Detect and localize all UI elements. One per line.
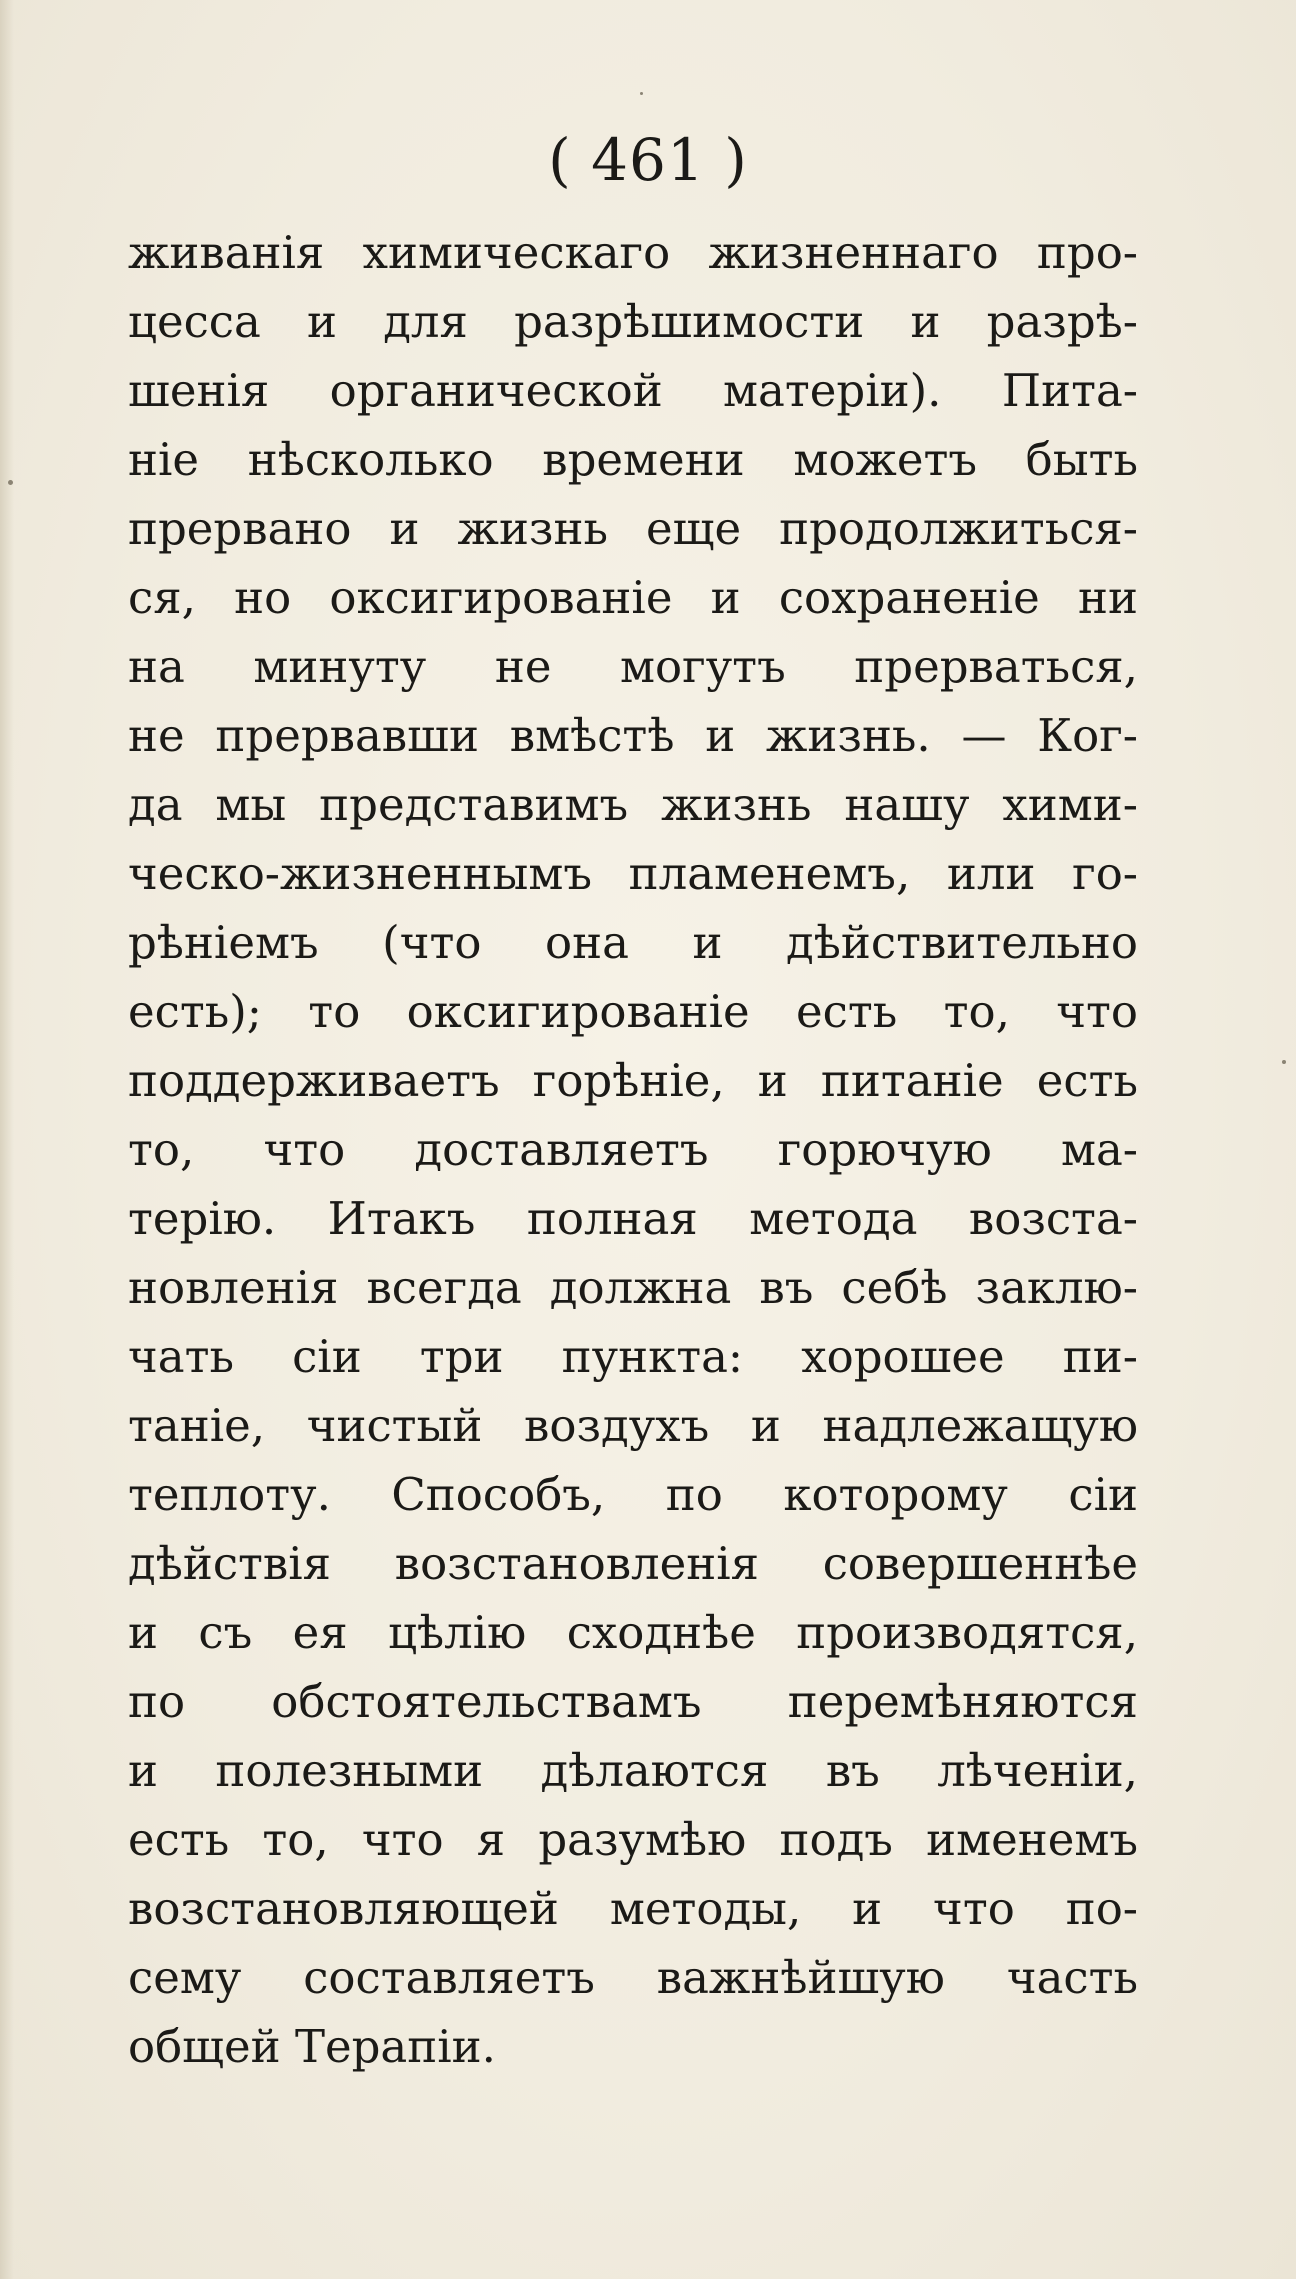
text-line: ніе нѣсколько времени можетъ быть [128, 433, 1138, 486]
text-line: цесса и для разрѣшимости и разрѣ- [128, 295, 1138, 348]
text-line: дѣйствія возстановленія совершеннѣе [128, 1537, 1138, 1590]
text-line: есть); то оксигированіе есть то, что [128, 985, 1138, 1038]
text-line: ся, но оксигированіе и сохраненіе ни [128, 571, 1138, 624]
body-text [128, 218, 1138, 2081]
text-line: новленія всегда должна въ себѣ заклю- [128, 1261, 1138, 1314]
page-edge-shadow [0, 0, 14, 2279]
text-line: на минуту не могутъ прерваться, [128, 640, 1138, 693]
paper-speck [8, 480, 13, 485]
text-line: шенія органической матеріи). Пита- [128, 364, 1138, 417]
text-line: прервано и жизнь еще продолжиться- [128, 502, 1138, 555]
text-line: и полезными дѣлаются въ лѣченіи, [128, 1744, 1138, 1797]
text-line: то, что доставляетъ горючую ма- [128, 1123, 1138, 1176]
text-line: и съ ея цѣлію сходнѣе производятся, [128, 1606, 1138, 1659]
paper-speck [1282, 1060, 1286, 1064]
text-line: чать сіи три пункта: хорошее пи- [128, 1330, 1138, 1383]
text-line: ческо-жизненнымъ пламенемъ, или го- [128, 847, 1138, 900]
text-line: общей Терапіи. [128, 2020, 496, 2073]
text-line: живанія химическаго жизненнаго про- [128, 226, 1138, 279]
text-line: терію. Итакъ полная метода возста- [128, 1192, 1138, 1245]
text-line: да мы представимъ жизнь нашу хими- [128, 778, 1138, 831]
text-line: есть то, что я разумѣю подъ именемъ [128, 1813, 1138, 1866]
text-line: по обстоятельствамъ перемѣняются [128, 1675, 1138, 1728]
text-line: теплоту. Способъ, по которому сіи [128, 1468, 1138, 1521]
text-line: таніе, чистый воздухъ и надлежащую [128, 1399, 1138, 1452]
paper-speck [640, 92, 643, 95]
text-line: рѣніемъ (что она и дѣйствительно [128, 916, 1138, 969]
page-number: ( 461 ) [548, 126, 748, 194]
text-line: поддерживаетъ горѣніе, и питаніе есть [128, 1054, 1138, 1107]
text-line: возстановляющей методы, и что по- [128, 1882, 1138, 1935]
text-line: не прервавши вмѣстѣ и жизнь. — Ког- [128, 709, 1138, 762]
text-line: сему составляетъ важнѣйшую часть [128, 1951, 1138, 2004]
